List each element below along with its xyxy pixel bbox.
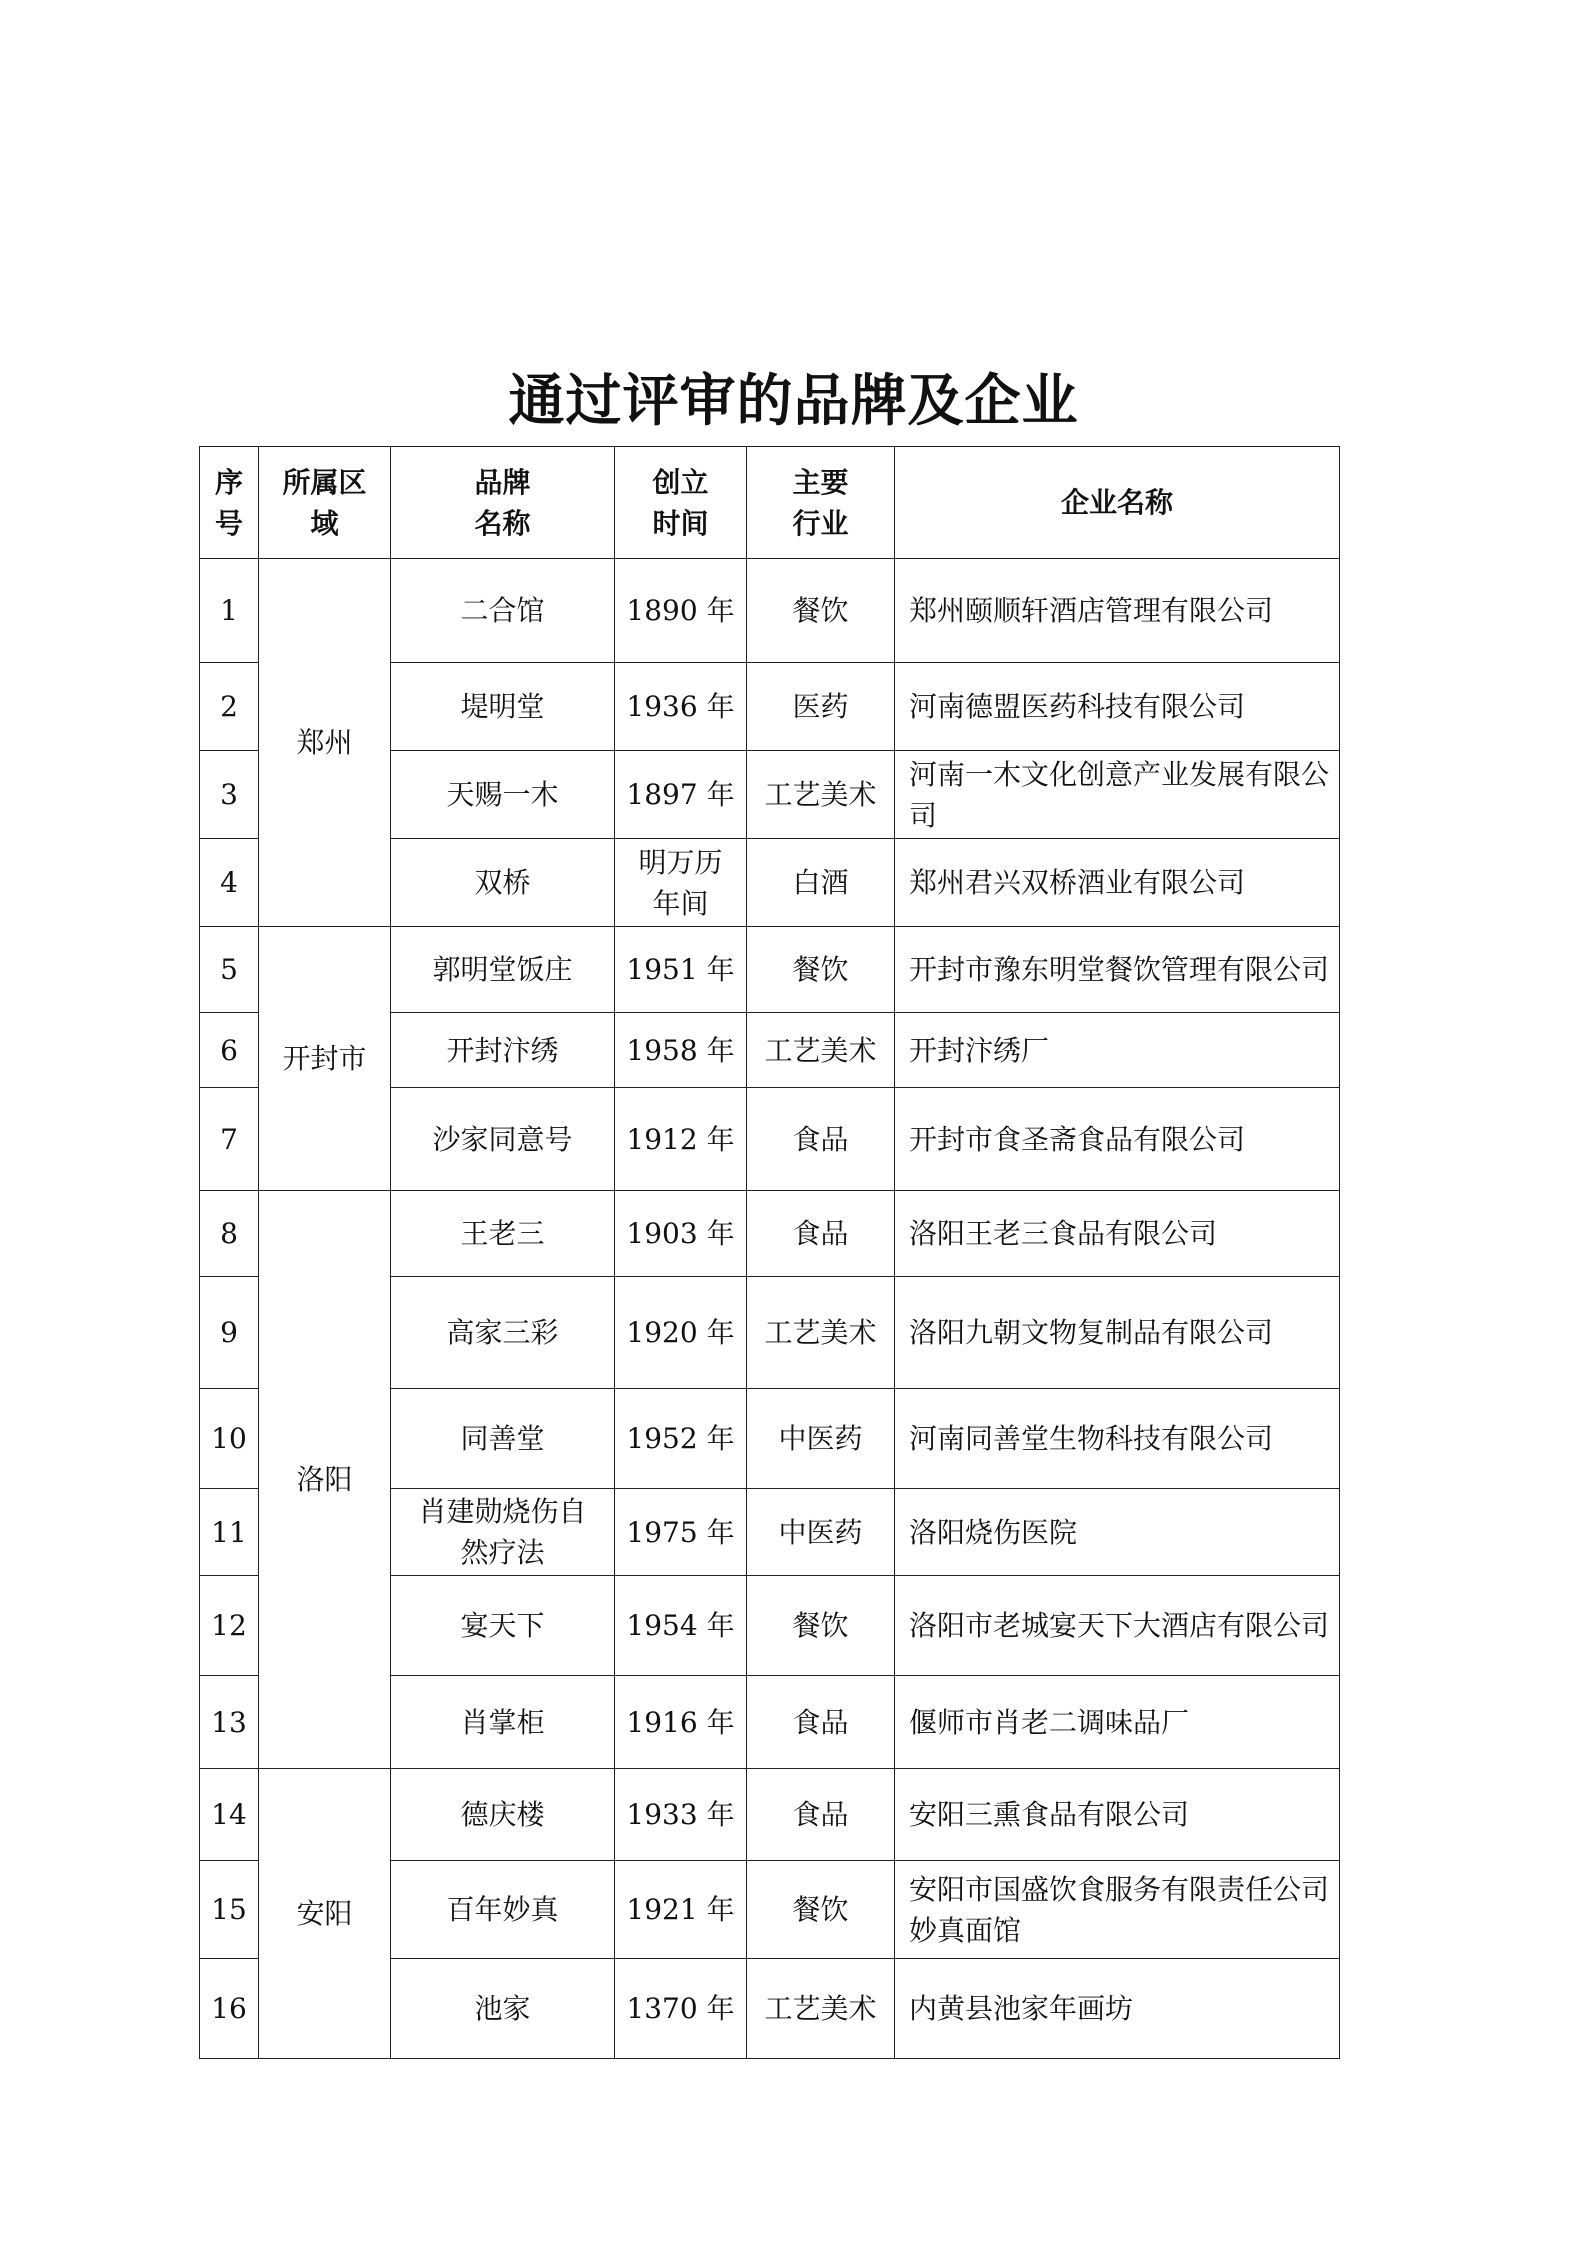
row-brand: 宴天下 bbox=[391, 1576, 615, 1676]
row-company: 开封汴绣厂 bbox=[895, 1013, 1340, 1088]
row-founded: 1897 年 bbox=[615, 751, 747, 839]
row-brand: 高家三彩 bbox=[391, 1277, 615, 1389]
row-company: 郑州君兴双桥酒业有限公司 bbox=[895, 839, 1340, 927]
header-region: 所属区 域 bbox=[259, 447, 391, 559]
row-industry: 白酒 bbox=[747, 839, 895, 927]
header-company: 企业名称 bbox=[895, 447, 1340, 559]
row-company: 洛阳市老城宴天下大酒店有限公司 bbox=[895, 1576, 1340, 1676]
row-founded: 1951 年 bbox=[615, 927, 747, 1013]
row-company: 偃师市肖老二调味品厂 bbox=[895, 1676, 1340, 1769]
region-cell: 安阳 bbox=[259, 1769, 391, 2059]
row-brand: 沙家同意号 bbox=[391, 1088, 615, 1191]
row-brand: 德庆楼 bbox=[391, 1769, 615, 1861]
row-industry: 食品 bbox=[747, 1191, 895, 1277]
row-industry: 餐饮 bbox=[747, 1576, 895, 1676]
row-industry: 工艺美术 bbox=[747, 751, 895, 839]
row-company: 开封市食圣斋食品有限公司 bbox=[895, 1088, 1340, 1191]
table-row bbox=[200, 559, 1340, 663]
row-seq: 11 bbox=[200, 1489, 259, 1576]
row-founded: 1903 年 bbox=[615, 1191, 747, 1277]
row-company: 洛阳烧伤医院 bbox=[895, 1489, 1340, 1576]
row-company: 河南德盟医药科技有限公司 bbox=[895, 663, 1340, 751]
row-founded: 明万历年间 bbox=[615, 839, 747, 927]
row-seq: 2 bbox=[200, 663, 259, 751]
row-founded: 1975 年 bbox=[615, 1489, 747, 1576]
row-brand: 肖建勋烧伤自然疗法 bbox=[391, 1489, 615, 1576]
row-industry: 中医药 bbox=[747, 1389, 895, 1489]
row-seq: 4 bbox=[200, 839, 259, 927]
row-seq: 1 bbox=[200, 559, 259, 663]
header-industry: 主要 行业 bbox=[747, 447, 895, 559]
row-seq: 14 bbox=[200, 1769, 259, 1861]
row-founded: 1916 年 bbox=[615, 1676, 747, 1769]
row-brand: 王老三 bbox=[391, 1191, 615, 1277]
row-industry: 工艺美术 bbox=[747, 1277, 895, 1389]
row-seq: 9 bbox=[200, 1277, 259, 1389]
row-brand: 二合馆 bbox=[391, 559, 615, 663]
row-seq: 15 bbox=[200, 1861, 259, 1959]
row-seq: 6 bbox=[200, 1013, 259, 1088]
row-founded: 1952 年 bbox=[615, 1389, 747, 1489]
row-company: 河南一木文化创意产业发展有限公司 bbox=[895, 751, 1340, 839]
row-brand: 双桥 bbox=[391, 839, 615, 927]
region-cell: 开封市 bbox=[259, 927, 391, 1191]
row-founded: 1890 年 bbox=[615, 559, 747, 663]
table-header-row bbox=[200, 447, 1340, 559]
row-seq: 12 bbox=[200, 1576, 259, 1676]
row-industry: 食品 bbox=[747, 1088, 895, 1191]
row-founded: 1921 年 bbox=[615, 1861, 747, 1959]
row-company: 安阳三熏食品有限公司 bbox=[895, 1769, 1340, 1861]
row-seq: 13 bbox=[200, 1676, 259, 1769]
header-seq: 序 号 bbox=[200, 447, 259, 559]
row-industry: 医药 bbox=[747, 663, 895, 751]
header-founded: 创立 时间 bbox=[615, 447, 747, 559]
row-founded: 1912 年 bbox=[615, 1088, 747, 1191]
row-seq: 3 bbox=[200, 751, 259, 839]
row-company: 开封市豫东明堂餐饮管理有限公司 bbox=[895, 927, 1340, 1013]
row-founded: 1936 年 bbox=[615, 663, 747, 751]
row-industry: 中医药 bbox=[747, 1489, 895, 1576]
row-industry: 工艺美术 bbox=[747, 1959, 895, 2059]
table-row bbox=[200, 1769, 1340, 1861]
row-company: 郑州颐顺轩酒店管理有限公司 bbox=[895, 559, 1340, 663]
row-company: 洛阳王老三食品有限公司 bbox=[895, 1191, 1340, 1277]
page-title: 通过评审的品牌及企业 bbox=[508, 369, 1079, 434]
row-industry: 食品 bbox=[747, 1769, 895, 1861]
row-brand: 百年妙真 bbox=[391, 1861, 615, 1959]
region-cell: 郑州 bbox=[259, 559, 391, 927]
row-brand: 堤明堂 bbox=[391, 663, 615, 751]
row-company: 安阳市国盛饮食服务有限责任公司妙真面馆 bbox=[895, 1861, 1340, 1959]
row-brand: 郭明堂饭庄 bbox=[391, 927, 615, 1013]
row-seq: 5 bbox=[200, 927, 259, 1013]
row-brand: 池家 bbox=[391, 1959, 615, 2059]
row-industry: 餐饮 bbox=[747, 1861, 895, 1959]
row-founded: 1920 年 bbox=[615, 1277, 747, 1389]
row-founded: 1958 年 bbox=[615, 1013, 747, 1088]
row-company: 内黄县池家年画坊 bbox=[895, 1959, 1340, 2059]
row-industry: 餐饮 bbox=[747, 927, 895, 1013]
table-row bbox=[200, 927, 1340, 1013]
row-founded: 1933 年 bbox=[615, 1769, 747, 1861]
row-industry: 餐饮 bbox=[747, 559, 895, 663]
table-row bbox=[200, 1191, 1340, 1277]
row-company: 河南同善堂生物科技有限公司 bbox=[895, 1389, 1340, 1489]
row-brand: 开封汴绣 bbox=[391, 1013, 615, 1088]
brand-table bbox=[199, 446, 1340, 2059]
row-founded: 1954 年 bbox=[615, 1576, 747, 1676]
header-brand: 品牌 名称 bbox=[391, 447, 615, 559]
row-brand: 肖掌柜 bbox=[391, 1676, 615, 1769]
row-brand: 同善堂 bbox=[391, 1389, 615, 1489]
row-seq: 8 bbox=[200, 1191, 259, 1277]
row-industry: 工艺美术 bbox=[747, 1013, 895, 1088]
row-seq: 7 bbox=[200, 1088, 259, 1191]
row-brand: 天赐一木 bbox=[391, 751, 615, 839]
row-company: 洛阳九朝文物复制品有限公司 bbox=[895, 1277, 1340, 1389]
row-seq: 10 bbox=[200, 1389, 259, 1489]
row-seq: 16 bbox=[200, 1959, 259, 2059]
region-cell: 洛阳 bbox=[259, 1191, 391, 1769]
row-founded: 1370 年 bbox=[615, 1959, 747, 2059]
row-industry: 食品 bbox=[747, 1676, 895, 1769]
